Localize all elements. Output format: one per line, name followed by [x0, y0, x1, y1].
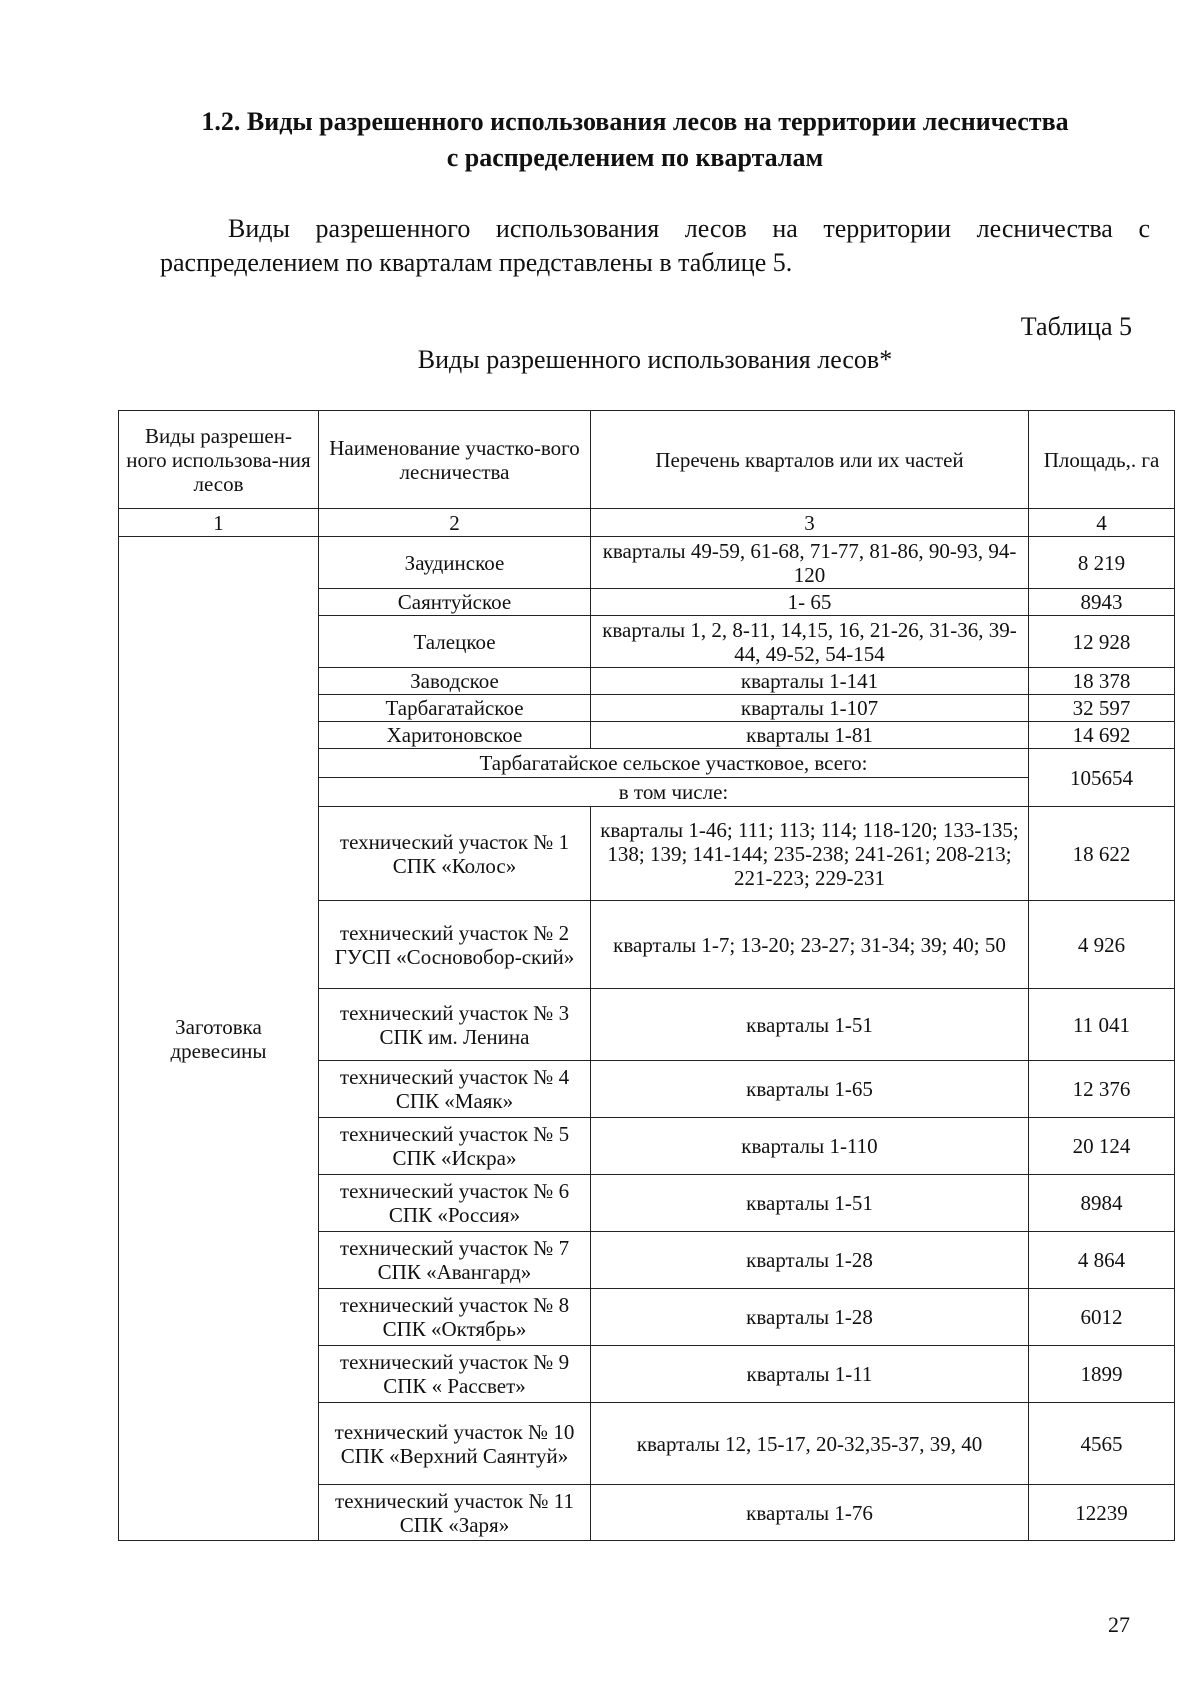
intro-paragraph-text: Виды разрешенного использования лесов на территории лесничества с распределением по кварталам представлены в таблице 5. — [160, 214, 1150, 277]
plot-name: технический участок № 9 СПК « Рассвет» — [319, 1346, 591, 1403]
quarters-list: кварталы 1-11 — [591, 1346, 1029, 1403]
area-value: 8984 — [1029, 1175, 1175, 1232]
forestry-name: Заводское — [319, 668, 591, 695]
quarters-list: кварталы 1-46; 111; 113; 114; 118-120; 133-135; 138; 139; 141-144; 235-238; 241-261; 208-213; 221-223; 229-231 — [591, 807, 1029, 901]
table-label: Таблица 5 — [1020, 312, 1132, 341]
subtotal-label: Тарбагатайское сельское участковое, всего: — [319, 749, 1029, 778]
quarters-list: кварталы 1-65 — [591, 1061, 1029, 1118]
area-value: 18 378 — [1029, 668, 1175, 695]
intro-paragraph — [160, 212, 1150, 280]
plot-name: технический участок № 11 СПК «Заря» — [319, 1485, 591, 1541]
column-number: 1 — [119, 509, 319, 537]
quarters-list: кварталы 1-51 — [591, 1175, 1029, 1232]
column-number-row — [119, 509, 1175, 537]
plot-name: технический участок № 2 ГУСП «Сосновобор-ский» — [319, 901, 591, 989]
forest-use-table — [118, 410, 1175, 1541]
column-number: 2 — [319, 509, 591, 537]
area-value: 4 926 — [1029, 901, 1175, 989]
including-label: в том числе: — [319, 778, 1029, 807]
section-heading-line2: с распределением по кварталам — [446, 143, 824, 172]
plot-name: технический участок № 8 СПК «Октябрь» — [319, 1289, 591, 1346]
forestry-name: Талецкое — [319, 616, 591, 668]
section-heading — [140, 104, 1130, 176]
category-cell: Заготовка древесины — [119, 537, 319, 1541]
column-number: 3 — [591, 509, 1029, 537]
area-value: 6012 — [1029, 1289, 1175, 1346]
header-cell: Перечень кварталов или их частей — [591, 411, 1029, 509]
plot-name: технический участок № 10 СПК «Верхний Саянтуй» — [319, 1403, 591, 1485]
plot-name: технический участок № 4 СПК «Маяк» — [319, 1061, 591, 1118]
forestry-name: Харитоновское — [319, 722, 591, 749]
table-row — [119, 537, 1175, 589]
area-value: 4565 — [1029, 1403, 1175, 1485]
column-number: 4 — [1029, 509, 1175, 537]
header-cell: Наименование участко-вого лесничества — [319, 411, 591, 509]
quarters-list: кварталы 1-110 — [591, 1118, 1029, 1175]
header-cell: Площадь,. га — [1029, 411, 1175, 509]
subtotal-area: 105654 — [1029, 749, 1175, 807]
quarters-list: кварталы 12, 15-17, 20-32,35-37, 39, 40 — [591, 1403, 1029, 1485]
quarters-list: кварталы 1-76 — [591, 1485, 1029, 1541]
forestry-name: Тарбагатайское — [319, 695, 591, 722]
quarters-list: кварталы 49-59, 61-68, 71-77, 81-86, 90-93, 94-120 — [591, 537, 1029, 589]
section-heading-line1: 1.2. Виды разрешенного использования лесов на территории лесничества — [201, 107, 1069, 136]
plot-name: технический участок № 3 СПК им. Ленина — [319, 989, 591, 1061]
plot-name: технический участок № 7 СПК «Авангард» — [319, 1232, 591, 1289]
quarters-list: кварталы 1-81 — [591, 722, 1029, 749]
forestry-name: Саянтуйское — [319, 589, 591, 616]
area-value: 12 928 — [1029, 616, 1175, 668]
area-value: 20 124 — [1029, 1118, 1175, 1175]
forestry-name: Заудинское — [319, 537, 591, 589]
plot-name: технический участок № 6 СПК «Россия» — [319, 1175, 591, 1232]
plot-name: технический участок № 1 СПК «Колос» — [319, 807, 591, 901]
quarters-list: кварталы 1-28 — [591, 1289, 1029, 1346]
quarters-list: кварталы 1-141 — [591, 668, 1029, 695]
area-value: 8943 — [1029, 589, 1175, 616]
quarters-list: кварталы 1-28 — [591, 1232, 1029, 1289]
quarters-list: кварталы 1-51 — [591, 989, 1029, 1061]
table-caption: Виды разрешенного использования лесов* — [417, 345, 893, 374]
area-value: 12239 — [1029, 1485, 1175, 1541]
table-header-row — [119, 411, 1175, 509]
area-value: 32 597 — [1029, 695, 1175, 722]
quarters-list: 1- 65 — [591, 589, 1029, 616]
area-value: 14 692 — [1029, 722, 1175, 749]
page-number: 27 — [1108, 1612, 1130, 1637]
area-value: 8 219 — [1029, 537, 1175, 589]
area-value: 12 376 — [1029, 1061, 1175, 1118]
area-value: 11 041 — [1029, 989, 1175, 1061]
area-value: 1899 — [1029, 1346, 1175, 1403]
header-cell: Виды разрешен-ного использова-ния лесов — [119, 411, 319, 509]
area-value: 4 864 — [1029, 1232, 1175, 1289]
plot-name: технический участок № 5 СПК «Искра» — [319, 1118, 591, 1175]
quarters-list: кварталы 1, 2, 8-11, 14,15, 16, 21-26, 31-36, 39-44, 49-52, 54-154 — [591, 616, 1029, 668]
quarters-list: кварталы 1-7; 13-20; 23-27; 31-34; 39; 40; 50 — [591, 901, 1029, 989]
area-value: 18 622 — [1029, 807, 1175, 901]
quarters-list: кварталы 1-107 — [591, 695, 1029, 722]
